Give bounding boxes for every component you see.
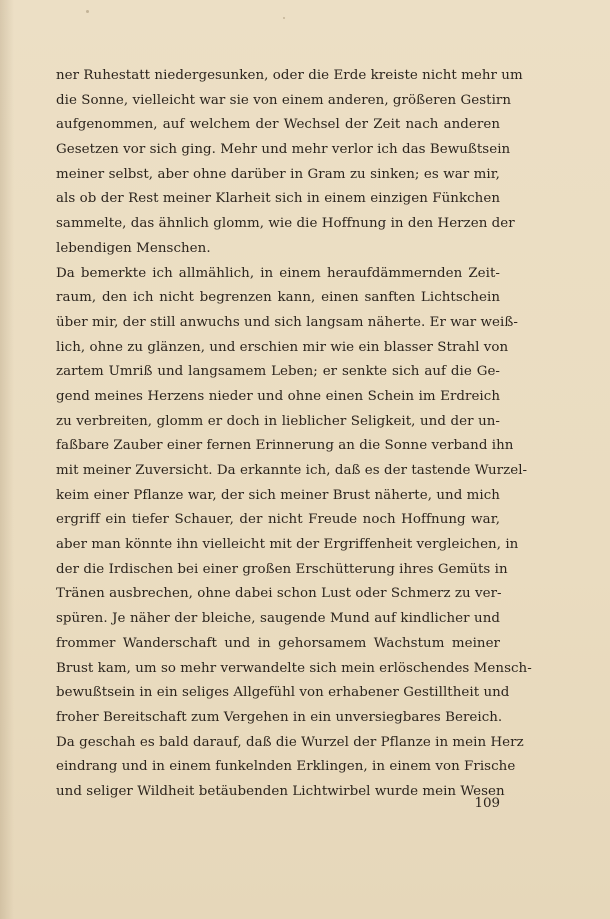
text-line: ergriff ein tiefer Schauer, der nicht Freude noch Hoffnung war, <box>56 512 500 528</box>
text-line: zu verbreiten, glomm er doch in lieblicher Seligkeit, und der un- <box>56 413 500 429</box>
text-line: und seliger Wildheit betäubenden Lichtwirbel wurde mein Wesen <box>56 783 505 799</box>
text-line: meiner selbst, aber ohne darüber in Gram zu sinken; es war mir, <box>56 166 500 182</box>
text-line: die Sonne, vielleicht war sie von einem anderen, größeren Gestirn <box>56 92 512 108</box>
text-line: als ob der Rest meiner Klarheit sich in einem einzigen Fünkchen <box>56 191 500 207</box>
text-line: faßbare Zauber einer fernen Erinnerung an die Sonne verband ihn <box>56 438 514 454</box>
text-line: aber man könnte ihn vielleicht mit der Ergriffenheit vergleichen, in <box>56 537 519 553</box>
text-line: keim einer Pflanze war, der sich meiner Brust näherte, und mich <box>56 487 500 503</box>
text-line: frommer Wanderschaft und in gehorsamem Wachstum meiner <box>56 635 500 651</box>
text-line: ner Ruhestatt niedergesunken, oder die Erde kreiste nicht mehr um <box>56 68 523 83</box>
text-line: aufgenommen, auf welchem der Wechsel der Zeit nach anderen <box>56 117 500 133</box>
text-line: raum, den ich nicht begrenzen kann, einen sanften Lichtschein <box>56 290 500 306</box>
text-line: sammelte, das ähnlich glomm, wie die Hoffnung in den Herzen der <box>56 216 515 232</box>
text-line: Da geschah es bald darauf, daß die Wurzel der Pflanze in mein Herz <box>56 734 524 750</box>
text-line: froher Bereitschaft zum Vergehen in ein unversiegbares Bereich. <box>56 709 503 725</box>
body-text <box>56 64 532 805</box>
text-line: mit meiner Zuversicht. Da erkannte ich, daß es der tastende Wurzel- <box>56 463 528 478</box>
paper-speck <box>86 10 89 13</box>
text-line: der die Irdischen bei einer großen Erschütterung ihres Gemüts in <box>56 561 508 577</box>
text-line: zartem Umriß und langsamem Leben; er senkte sich auf die Ge- <box>56 364 500 380</box>
text-line: Brust kam, um so mehr verwandelte sich mein erlöschendes Mensch- <box>56 660 532 676</box>
page-number: 109 <box>474 796 500 811</box>
text-line: Da bemerkte ich allmählich, in einem heraufdämmernden Zeit- <box>56 265 500 281</box>
text-line: lebendigen Menschen. <box>56 240 211 256</box>
text-line: eindrang und in einem funkelnden Erklingen, in einem von Frische <box>56 759 516 775</box>
text-line: lich, ohne zu glänzen, und erschien mir wie ein blasser Strahl von <box>56 339 509 355</box>
paper-speck <box>283 17 285 19</box>
text-line: bewußtsein in ein seliges Allgefühl von erhabener Gestilltheit und <box>56 685 510 701</box>
text-line: Gesetzen vor sich ging. Mehr und mehr verlor ich das Bewußtsein <box>56 142 511 158</box>
text-line: spüren. Je näher der bleiche, saugende Mund auf kindlicher und <box>56 611 500 627</box>
text-line: Tränen ausbrechen, ohne dabei schon Lust oder Schmerz zu ver- <box>56 586 502 602</box>
text-line: gend meines Herzens nieder und ohne einen Schein im Erdreich <box>56 388 500 404</box>
text-line: über mir, der still anwuchs und sich langsam näherte. Er war weiß- <box>56 314 518 330</box>
